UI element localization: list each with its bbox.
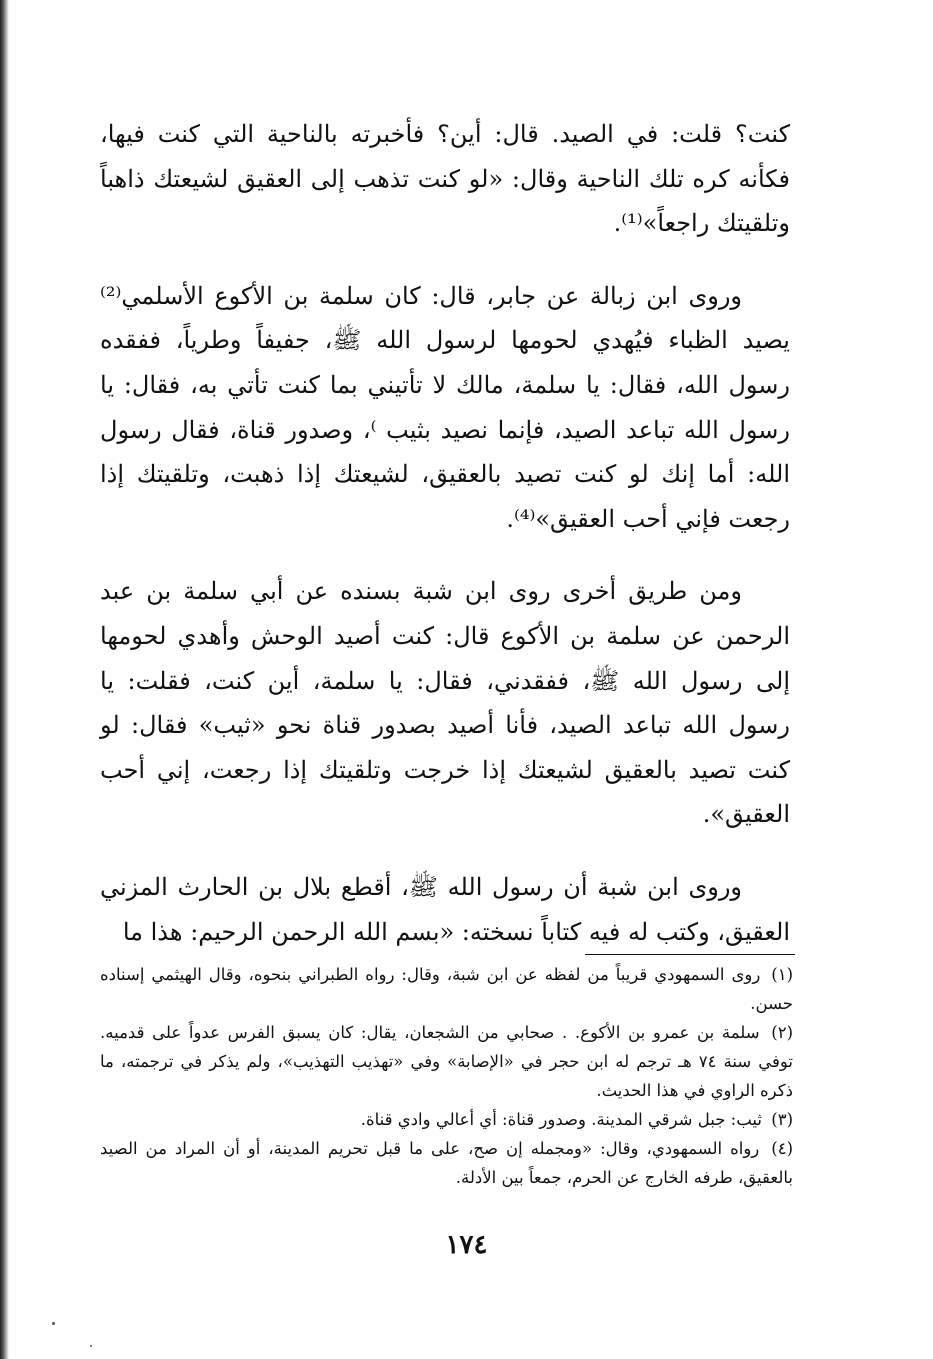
- scan-speck: [52, 1322, 55, 1325]
- paragraph-4: وروى ابن شبة أن رسول الله ﷺ، أقطع بلال بن الحارث المزني العقيق، وكتب له فيه كتاباً نسخته: «بسم الله الرحمن الرحيم: هذا ما: [100, 872, 790, 946]
- footnote-2: [100, 1018, 793, 1105]
- footnote-1: [100, 960, 793, 1018]
- paragraph-3: ومن طريق أخرى روى ابن شبة بسنده عن أبي سلمة بن عبد الرحمن عن سلمة بن الأكوع قال: كنت أصيد الوحش وأهدي لحومها إلى رسول الله ﷺ، ففقدني، فقال: يا سلمة، أين كنت، فقلت: يا رسول الله تباعد الصيد، فأنا أصيد بصدور قناة نحو «ثيب» فقال: لو كنت تصيد بالعقيق لشيعتك إذا خرجت وتلقيتك إذا رجعت، إني أحب العقيق».: [100, 577, 790, 829]
- body-text: [100, 112, 790, 982]
- footnotes: [100, 960, 793, 1192]
- footnote-text: ثيب: جبل شرقي المدينة. وصدور قناة: أي أعالي وادي قناة.: [360, 1110, 762, 1129]
- paragraph-2: وروى ابن زبالة عن جابر، قال: كان سلمة بن الأكوع الأسلمي⁽²⁾ يصيد الظباء فيُهدي لحومها لرسول الله ﷺ، جفيفاً وطرياً، ففقده رسول الله، فقال: يا سلمة، مالك لا تأتيني بما كنت تأتي به، فقال: يا رسول الله تباعد الصيد، فإنما نصيد بثيب ⁾، وصدور قناة، فقال رسول الله: أما إنك لو كنت تصيد بالعقيق، لشيعتك إذا ذهبت، وتلقيتك إذا رجعت فإني أحب العقيق»⁽⁴⁾.: [100, 281, 790, 533]
- page-number: ١٧٤: [445, 1230, 488, 1260]
- footnote-text: سلمة بن عمرو بن الأكوع. . صحابي من الشجعان، يقال: كان يسبق الفرس عدواً على قدميه. توفي سنة ٧٤ هـ ترجم له ابن حجر في «الإصابة» وفي «تهذيب التهذيب»، ولم يذكر في ترجمته، ما ذكره الراوي في هذا الحديث.: [100, 1023, 793, 1100]
- footnote-text: رواه السمهودي، وقال: «ومجمله إن صح، على ما قبل تحريم المدينة، أو أن المراد من الصيد بالعقيق، طرفه الخارج عن الحرم، جمعاً بين الأدلة.: [100, 1139, 793, 1187]
- footnote-text: روى السمهودي قريباً من لفظه عن ابن شبة، وقال: رواه الطبراني بنحوه، وقال الهيثمي إسناده حسن.: [100, 965, 793, 1013]
- footnote-number: (٢): [771, 1023, 793, 1042]
- footnote-3: [100, 1105, 793, 1134]
- scan-speck: [90, 1345, 92, 1347]
- paragraph-1: كنت؟ قلت: في الصيد. قال: أين؟ فأخبرته بالناحية التي كنت فيها، فكأنه كره تلك الناحية وقال: «لو كنت تذهب إلى العقيق لشيعتك ذاهباً وتلقيتك راجعاً»⁽¹⁾.: [100, 120, 790, 238]
- footnote-number: (١): [771, 965, 793, 984]
- footnote-4: [100, 1134, 793, 1192]
- footnote-separator: [585, 954, 795, 955]
- footnote-number: (٤): [771, 1139, 794, 1158]
- page-binding-edge: [0, 0, 9, 1359]
- footnote-number: (٣): [771, 1110, 793, 1129]
